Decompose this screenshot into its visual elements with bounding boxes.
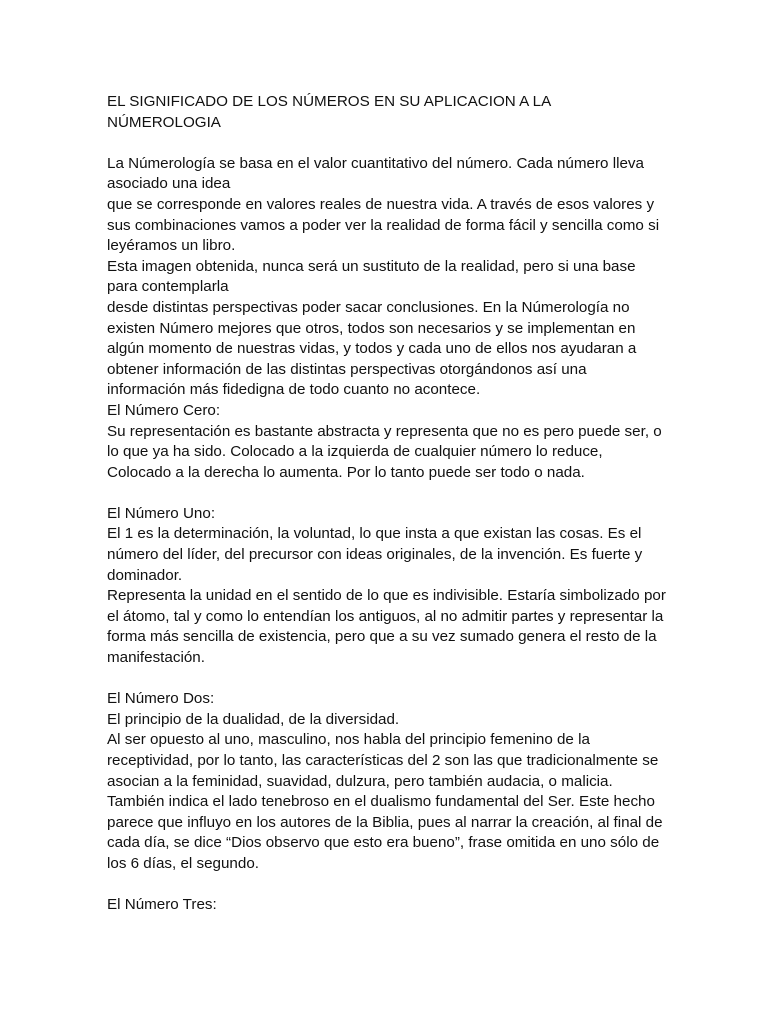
text-line: Su representación es bastante abstracta y representa que no es pero puede ser, o bbox=[107, 422, 662, 440]
text-line: forma más sencilla de existencia, pero que a su vez sumado genera el resto de la bbox=[107, 628, 657, 646]
spacer bbox=[107, 133, 687, 154]
section-heading: El Número Cero: bbox=[107, 401, 221, 419]
document-title bbox=[107, 92, 687, 133]
text-line: número del líder, del precursor con ideas originales, de la invención. Es fuerte y bbox=[107, 546, 643, 564]
section-heading: El Número Dos: bbox=[107, 690, 215, 708]
text-line: información más fidedigna de todo cuanto no acontece. bbox=[107, 381, 481, 399]
section-cero bbox=[107, 401, 687, 483]
text-line: cada día, se dice “Dios observo que esto era bueno”, frase omitida en uno sólo de bbox=[107, 834, 660, 852]
text-line: desde distintas perspectivas poder sacar conclusiones. En la Númerología no bbox=[107, 298, 630, 316]
intro-paragraph bbox=[107, 154, 687, 401]
spacer bbox=[107, 483, 687, 504]
text-line: el átomo, tal y como lo entendían los antiguos, al no admitir partes y representar la bbox=[107, 607, 664, 625]
section-uno bbox=[107, 504, 687, 669]
text-line: La Númerología se basa en el valor cuantitativo del número. Cada número lleva bbox=[107, 154, 644, 172]
text-line: los 6 días, el segundo. bbox=[107, 854, 259, 872]
text-line: parece que influyo en los autores de la Biblia, pues al narrar la creación, al final de bbox=[107, 813, 663, 831]
text-line: sus combinaciones vamos a poder ver la realidad de forma fácil y sencilla como si bbox=[107, 216, 660, 234]
text-line: asocian a la feminidad, suavidad, dulzura, pero también audacia, o malicia. bbox=[107, 772, 613, 790]
text-line: dominador. bbox=[107, 566, 183, 584]
text-line: El 1 es la determinación, la voluntad, lo que insta a que existan las cosas. Es el bbox=[107, 525, 642, 543]
text-line: receptividad, por lo tanto, las características del 2 son las que tradicionalmente se bbox=[107, 752, 659, 769]
text-line: Al ser opuesto al uno, masculino, nos habla del principio femenino de la bbox=[107, 731, 590, 749]
text-line: para contemplarla bbox=[107, 278, 229, 296]
section-dos bbox=[107, 689, 687, 874]
text-line: El principio de la dualidad, de la diversidad. bbox=[107, 710, 400, 728]
title-line: EL SIGNIFICADO DE LOS NÚMEROS EN SU APLICACION A LA bbox=[107, 93, 552, 110]
text-line: Esta imagen obtenida, nunca será un sustituto de la realidad, pero si una base bbox=[107, 257, 636, 275]
text-line: existen Número mejores que otros, todos son necesarios y se implementan en bbox=[107, 319, 636, 337]
section-tres bbox=[107, 895, 687, 916]
text-line: Representa la unidad en el sentido de lo que es indivisible. Estaría simbolizado por bbox=[107, 587, 666, 605]
text-line: Colocado a la derecha lo aumenta. Por lo tanto puede ser todo o nada. bbox=[107, 463, 585, 481]
text-line: obtener información de las distintas perspectivas otorgándonos así una bbox=[107, 360, 587, 378]
spacer bbox=[107, 669, 687, 690]
document-body bbox=[107, 92, 687, 916]
text-line: manifestación. bbox=[107, 649, 205, 667]
text-line: algún momento de nuestras vidas, y todos y cada uno de ellos nos ayudaran a bbox=[107, 340, 637, 358]
text-line: leyéramos un libro. bbox=[107, 237, 236, 255]
section-heading: El Número Tres: bbox=[107, 896, 217, 914]
text-line: asociado una idea bbox=[107, 175, 231, 193]
section-heading: El Número Uno: bbox=[107, 504, 216, 522]
text-line: lo que ya ha sido. Colocado a la izquierda de cualquier número lo reduce, bbox=[107, 443, 603, 461]
text-line: que se corresponde en valores reales de nuestra vida. A través de esos valores y bbox=[107, 195, 655, 213]
text-line: También indica el lado tenebroso en el dualismo fundamental del Ser. Este hecho bbox=[107, 793, 655, 811]
title-line: NÚMEROLOGIA bbox=[107, 113, 221, 131]
spacer bbox=[107, 875, 687, 896]
